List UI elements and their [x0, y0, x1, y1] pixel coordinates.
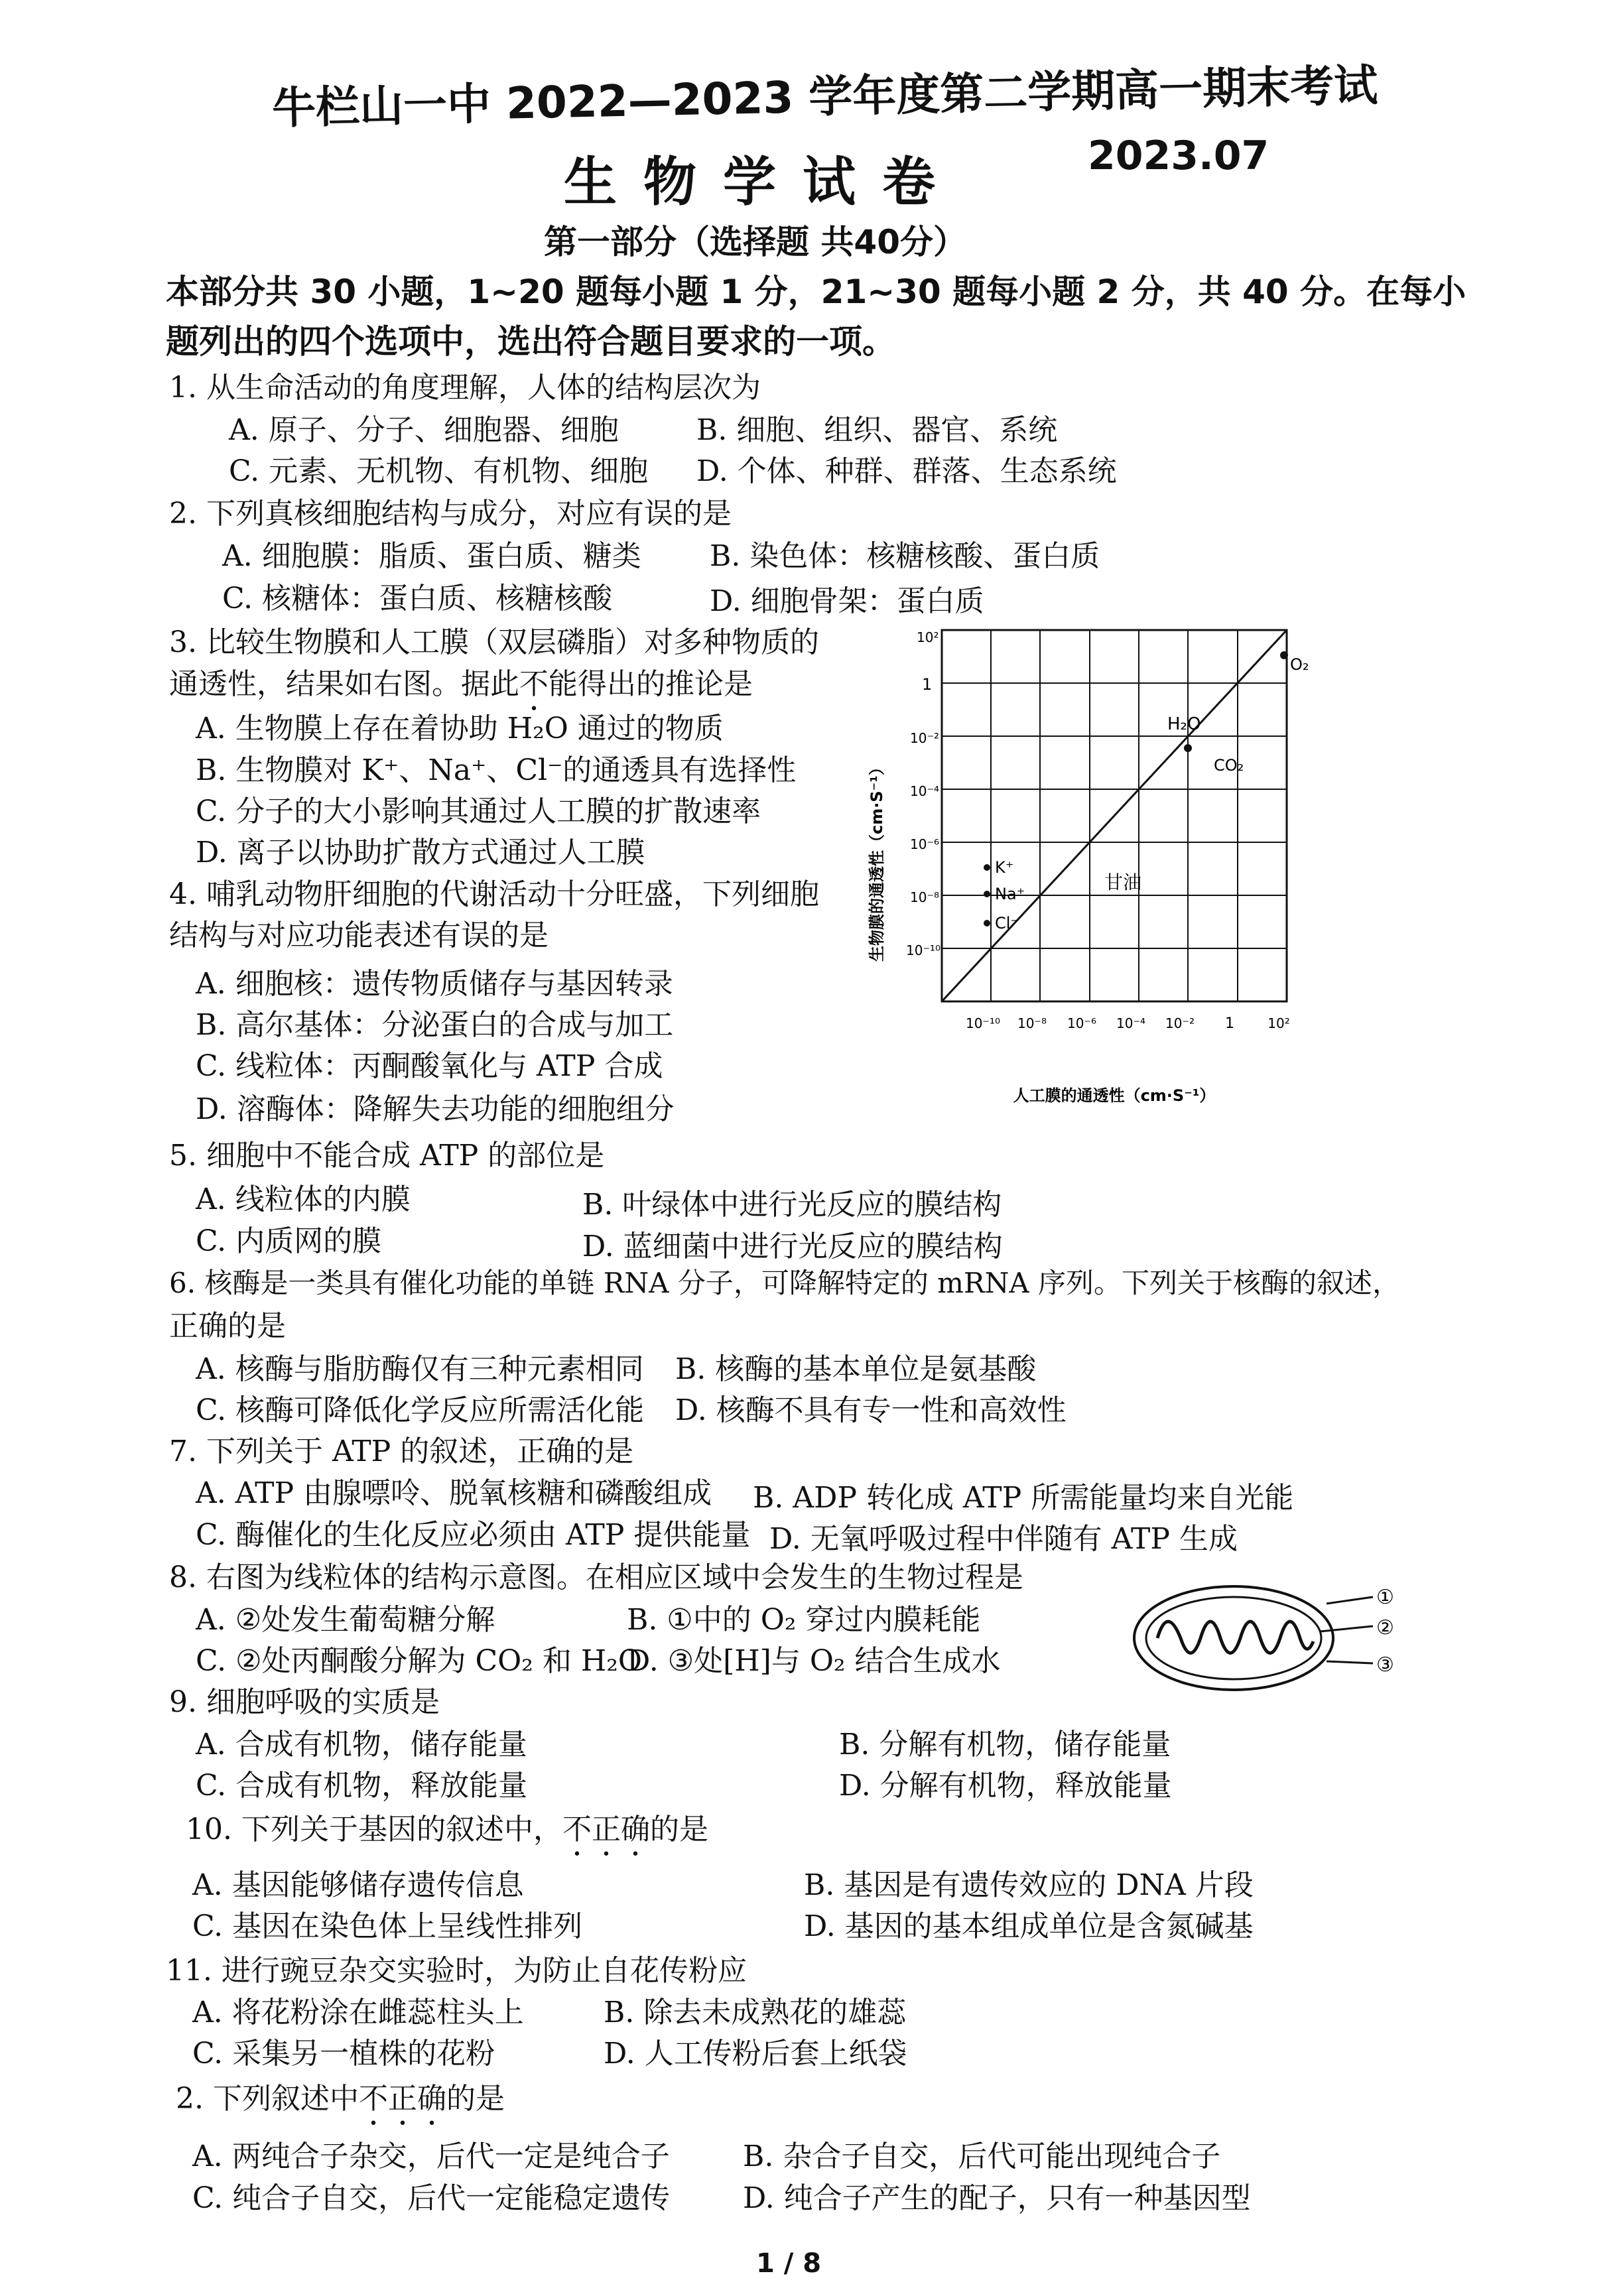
q2-option-b: B. 染色体：核糖核酸、蛋白质 [710, 539, 1100, 573]
o2-label: O₂ [1290, 655, 1309, 674]
y-tick-label: 10⁻¹⁰ [906, 942, 941, 958]
q7-option-a: A. ATP 由腺嘌呤、脱氧核糖和磷酸组成 [196, 1476, 712, 1510]
q9-stem: 9. 细胞呼吸的实质是 [169, 1685, 440, 1719]
page-number: 1 / 8 [756, 2248, 822, 2279]
q1-option-c: C. 元素、无机物、有机物、细胞 [229, 454, 649, 488]
q7-option-b: B. ADP 转化成 ATP 所需能量均来自光能 [753, 1481, 1294, 1515]
y-tick-label: 10⁻⁸ [910, 889, 940, 905]
q9-option-c: C. 合成有机物，释放能量 [196, 1769, 528, 1803]
x-axis-title: 人工膜的通透性（cm·S⁻¹） [1013, 1086, 1216, 1105]
q8-option-c: C. ②处丙酮酸分解为 CO₂ 和 H₂O [196, 1644, 642, 1678]
q6-stem-line2: 正确的是 [169, 1309, 286, 1343]
q3-option-d: D. 离子以协助扩散方式通过人工膜 [196, 836, 645, 869]
q2-option-c: C. 核糖体：蛋白质、核糖核酸 [222, 582, 613, 615]
exam-title: 牛栏山一中 2022—2023 学年度第二学期高一期末考试 [271, 60, 1378, 134]
k-point [984, 864, 990, 871]
mitochondrion-diagram [1128, 1578, 1406, 1698]
y-axis-title: 生物膜的通透性（cm·S⁻¹） [868, 759, 886, 962]
x-tick-label: 1 [1225, 1015, 1234, 1032]
q11-option-a: A. 将花粉涂在雌蕊柱头上 [192, 1996, 524, 2029]
q4-option-b: B. 高尔基体：分泌蛋白的合成与加工 [196, 1008, 674, 1042]
q5-option-b: B. 叶绿体中进行光反应的膜结构 [582, 1188, 1002, 1222]
q3-stem-line1: 3. 比较生物膜和人工膜（双层磷脂）对多种物质的 [169, 625, 819, 659]
q10-option-d: D. 基因的基本组成单位是含氮碱基 [804, 1909, 1254, 1943]
o2-point [1280, 651, 1288, 659]
q4-stem-line2: 结构与对应功能表述有误的是 [169, 919, 549, 952]
y-tick-label: 10⁻² [910, 730, 940, 746]
mito-label-2: ② [1376, 1616, 1394, 1639]
q6-option-a: A. 核酶与脂肪酶仅有三种元素相同 [196, 1352, 644, 1386]
q2-option-a: A. 细胞膜：脂质、蛋白质、糖类 [222, 539, 641, 573]
q8-stem: 8. 右图为线粒体的结构示意图。在相应区域中会发生的生物过程是 [169, 1561, 1023, 1594]
cristae [1157, 1622, 1313, 1653]
q3-option-c: C. 分子的大小影响其通过人工膜的扩散速率 [196, 795, 761, 828]
q5-option-a: A. 线粒体的内膜 [196, 1182, 411, 1216]
na-label: Na⁺ [995, 885, 1025, 903]
exam-date: 2023.07 [1088, 133, 1269, 179]
q10-option-c: C. 基因在染色体上呈线性排列 [192, 1909, 583, 1943]
q8-option-a: A. ②处发生葡萄糖分解 [196, 1603, 495, 1637]
q12-option-d: D. 纯合子产生的配子，只有一种基因型 [743, 2181, 1251, 2215]
q11-option-b: B. 除去未成熟花的雄蕊 [604, 1996, 907, 2029]
q2-stem: 2. 下列真核细胞结构与成分，对应有误的是 [169, 497, 732, 531]
q5-option-d: D. 蓝细菌中进行光反应的膜结构 [582, 1230, 1003, 1263]
x-tick-label: 10⁻⁶ [1067, 1015, 1097, 1031]
q4-option-a: A. 细胞核：遗传物质储存与基因转录 [196, 967, 673, 1001]
q10-option-b: B. 基因是有遗传效应的 DNA 片段 [804, 1868, 1254, 1902]
q8-option-d: D. ③处[H]与 O₂ 结合生成水 [627, 1644, 1001, 1678]
q10-option-a: A. 基因能够储存遗传信息 [192, 1868, 524, 1902]
subject-title: 生物学试卷 [564, 151, 962, 213]
x-tick-label: 10⁻⁸ [1017, 1015, 1047, 1031]
q7-stem: 7. 下列关于 ATP 的叙述，正确的是 [169, 1435, 634, 1468]
q1-option-d: D. 个体、种群、群落、生态系统 [696, 454, 1117, 488]
q1-stem: 1. 从生命活动的角度理解，人体的结构层次为 [169, 371, 761, 405]
q7-option-d: D. 无氧呼吸过程中伴随有 ATP 生成 [769, 1522, 1238, 1556]
q3-option-b: B. 生物膜对 K⁺、Na⁺、Cl⁻的通透具有选择性 [196, 753, 797, 787]
outer-membrane [1134, 1586, 1333, 1690]
x-tick-label: 10² [1267, 1015, 1290, 1031]
y-tick-label: 10⁻⁴ [910, 783, 940, 799]
q11-stem: 11. 进行豌豆杂交实验时，为防止自花传粉应 [166, 1954, 747, 1988]
mito-label-1: ① [1376, 1586, 1394, 1609]
q6-option-c: C. 核酶可降低化学反应所需活化能 [196, 1393, 645, 1427]
q3-stem-line2: 通透性，结果如右图。据此不能得出的推论是 [169, 667, 753, 701]
q6-option-b: B. 核酶的基本单位是氨基酸 [675, 1352, 1037, 1386]
q9-option-a: A. 合成有机物，储存能量 [196, 1728, 527, 1761]
k-label: K⁺ [995, 858, 1014, 877]
q12-option-b: B. 杂合子自交，后代可能出现纯合子 [743, 2139, 1221, 2173]
q5-stem: 5. 细胞中不能合成 ATP 的部位是 [169, 1139, 605, 1173]
q4-option-d: D. 溶酶体：降解失去功能的细胞组分 [196, 1092, 675, 1126]
x-tick-label: 10⁻¹⁰ [965, 1015, 1001, 1031]
y-tick-label: 10⁻⁶ [910, 836, 940, 852]
na-point [984, 891, 990, 897]
q12-option-c: C. 纯合子自交，后代一定能稳定遗传 [192, 2181, 671, 2215]
x-tick-label: 10⁻² [1165, 1015, 1195, 1031]
y-tick-label: 10² [917, 629, 939, 645]
x-tick-label: 10⁻⁴ [1116, 1015, 1146, 1031]
q12-option-a: A. 两纯合子杂交，后代一定是纯合子 [192, 2139, 670, 2173]
diagonal-line [942, 630, 1287, 1001]
instruction-line-1: 本部分共 30 小题，1~20 题每小题 1 分，21~30 题每小题 2 分，共 40 分。在每小 [166, 273, 1466, 311]
inner-membrane-boundary [1146, 1597, 1321, 1679]
h2o-label: H₂O [1167, 714, 1201, 734]
co2-label: CO₂ [1214, 756, 1244, 775]
q2-option-d: D. 细胞骨架：蛋白质 [710, 584, 984, 618]
q12-stem: 2. 下列叙述中不正确的是 [176, 2082, 505, 2116]
q3-option-a: A. 生物膜上存在着协助 H₂O 通过的物质 [196, 712, 724, 745]
glycerol-label: 甘油 [1104, 871, 1142, 893]
mito-label-3: ③ [1376, 1653, 1394, 1677]
q6-stem-line1: 6. 核酶是一类具有催化功能的单链 RNA 分子，可降解特定的 mRNA 序列。下列关于核酶的叙述， [169, 1267, 1401, 1299]
q8-option-b: B. ①中的 O₂ 穿过内膜耗能 [627, 1603, 981, 1637]
q9-option-b: B. 分解有机物，储存能量 [839, 1728, 1171, 1761]
h2o-point [1184, 744, 1192, 752]
q7-option-c: C. 酶催化的生化反应必须由 ATP 提供能量 [196, 1518, 751, 1552]
q4-option-c: C. 线粒体：丙酮酸氧化与 ATP 合成 [196, 1049, 663, 1083]
q1-option-a: A. 原子、分子、细胞器、细胞 [229, 413, 619, 447]
q10-stem: 10. 下列关于基因的叙述中，不正确的是 [186, 1813, 708, 1846]
section-title: 第一部分（选择题 共40分） [544, 223, 966, 261]
cl-label: Cl⁻ [995, 914, 1019, 932]
q11-option-c: C. 采集另一植株的花粉 [192, 2037, 495, 2071]
q9-option-d: D. 分解有机物，释放能量 [839, 1769, 1172, 1803]
q4-stem-line1: 4. 哺乳动物肝细胞的代谢活动十分旺盛，下列细胞 [169, 877, 819, 911]
instruction-line-2: 题列出的四个选项中，选出符合题目要求的一项。 [166, 322, 895, 361]
membrane-permeability-chart [842, 617, 1360, 1127]
cl-point [984, 920, 990, 926]
y-tick-label: 1 [922, 675, 933, 694]
q5-option-c: C. 内质网的膜 [196, 1224, 382, 1258]
q11-option-d: D. 人工传粉后套上纸袋 [604, 2037, 907, 2071]
q6-option-d: D. 核酶不具有专一性和高效性 [675, 1393, 1067, 1427]
q1-option-b: B. 细胞、组织、器官、系统 [696, 413, 1058, 447]
